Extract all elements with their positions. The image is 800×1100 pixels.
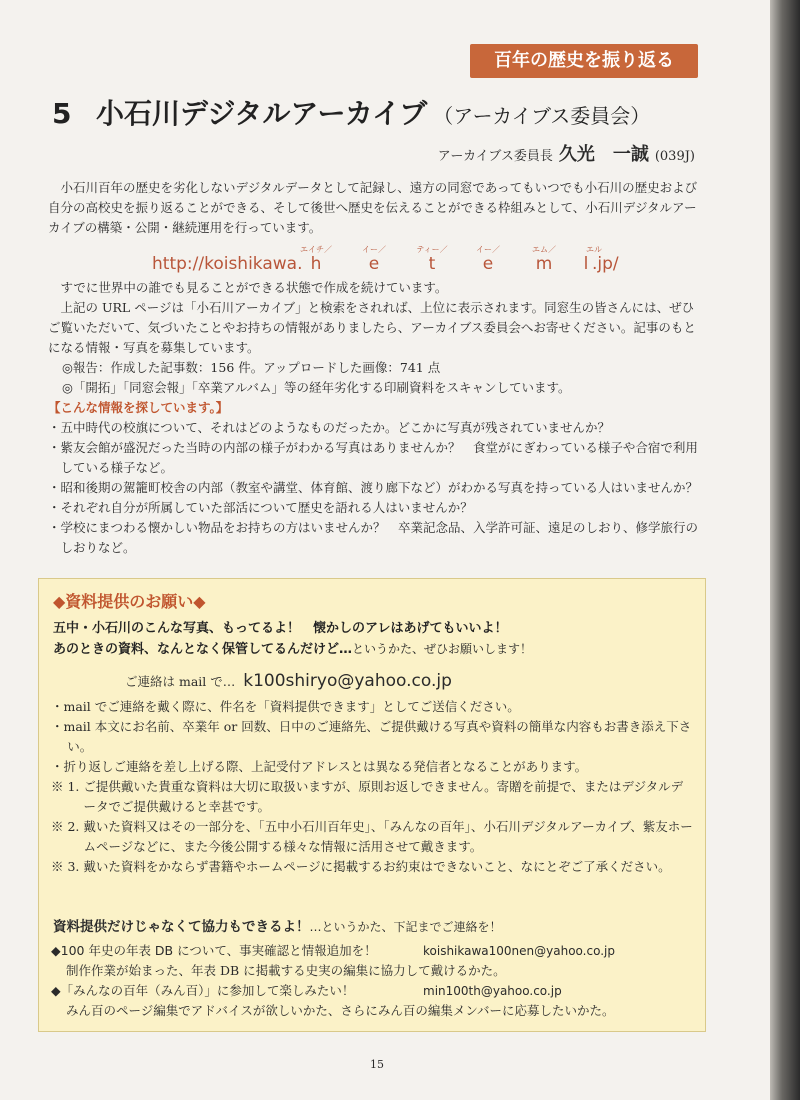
request-box	[38, 578, 706, 1032]
coop-item	[51, 981, 697, 1001]
lead-line-bold: あのときの資料、なんとなく保管してるんだけど…	[53, 642, 353, 657]
url-ruby: エム／	[532, 245, 556, 254]
report-line: ◎報告：作成した記事数：156 件。アップロードした画像：741 点	[62, 360, 441, 375]
coop-detail: 制作作業が始まった、年表 DB に掲載する史実の編集に協力して戴けるかた。	[66, 963, 506, 978]
url-char: e	[368, 254, 380, 274]
article-number: 5	[52, 97, 72, 130]
lead-line-light: というかた、ぜひお願いします！	[352, 642, 533, 656]
request-heading: ◆資料提供のお願い◆	[53, 592, 206, 611]
binding-edge	[770, 0, 800, 1100]
url-ruby: エル	[586, 245, 602, 254]
archive-url[interactable]	[48, 242, 706, 276]
article-title	[52, 92, 650, 132]
author-name: 久光 一誠	[558, 144, 649, 165]
numbered-note: ※ 2. 戴いた資料又はその一部分を、「五中小石川百年史」、「みんなの百年」、小石川デジタルアーカイブ、紫友ホームページなどに、また今後公開する様々な情報に活用させて戴きます。	[51, 819, 693, 854]
intro-paragraph: 小石川百年の歴史を劣化しないデジタルデータとして記録し、遠方の同窓であってもいつでも小石川の歴史および自分の高校史を振り返ることができる、そして後世へ歴史を伝えることができる枠組みとして、小石川デジタルアーカイブの構築・公開・継続運用を行っています。	[48, 180, 698, 235]
wanted-item: ・五中時代の校旗について、それはどのようなものだったか。どこかに写真が残されていませんか？	[48, 420, 611, 435]
coop-label: ◆「みんなの百年（みん百）」に参加して楽しみたい！	[51, 983, 355, 998]
page-number: 15	[370, 1058, 384, 1071]
url-char: m	[535, 254, 553, 274]
article-body	[48, 178, 706, 558]
wanted-item: ・紫友会館が盛況だった当時の内部の様子がわかる写真はありませんか？ 食堂がにぎわっている様子や合宿で利用している様子など。	[48, 440, 698, 475]
url-char: t	[428, 254, 436, 274]
coop-email-link[interactable]: min100th@yahoo.co.jp	[423, 984, 562, 998]
coop-item	[51, 941, 697, 961]
coop-email-link[interactable]: koishikawa100nen@yahoo.co.jp	[423, 944, 615, 958]
url-base: http://koishikawa.	[152, 254, 303, 274]
url-ruby: イー／	[476, 245, 500, 254]
author-line	[438, 140, 695, 166]
report-line: ◎「開拓」「同窓会報」「卒業アルバム」等の経年劣化する印刷資料をスキャンしています。	[62, 380, 571, 395]
url-char: e	[482, 254, 494, 274]
wanted-heading: 【こんな情報を探しています。】	[48, 400, 229, 415]
note-item: ・折り返しご連絡を差し上げる際、上記受付アドレスとは異なる発信者となることがあります。	[51, 759, 588, 774]
lead-line: 五中・小石川のこんな写真、もってるよ！ 懐かしのアレはあげてもいいよ！	[53, 621, 508, 636]
lead-line	[53, 639, 693, 660]
coop-label: ◆100 年史の年表 DB について、事実確認と情報追加を！	[51, 943, 377, 958]
numbered-note: ※ 3. 戴いた資料をかならず書籍やホームページに掲載するお約束はできないこと、なにとぞご了承ください。	[51, 859, 671, 874]
url-ruby: ティー／	[416, 245, 448, 254]
numbered-note: ※ 1. ご提供戴いた貴重な資料は大切に取扱いますが、原則お返しできません。寄贈を前提で、またはデジタルデータでご提供戴けると幸甚です。	[51, 779, 684, 814]
coop-heading	[53, 915, 502, 935]
request-lead	[53, 619, 693, 660]
article-title-main: 小石川デジタルアーカイブ	[96, 97, 428, 130]
coop-list	[51, 941, 697, 1021]
request-notes	[51, 697, 695, 877]
paragraph: 上記の URL ページは「小石川アーカイブ」と検索をされれば、上位に表示されます。同窓生の皆さんには、ぜひご覧いただいて、気づいたことやお持ちの情報がありましたら、アーカイブス委員会へお寄せください。記事のもとになる情報・写真を募集しています。	[48, 300, 696, 355]
contact-label: ご連絡は mail で…	[125, 674, 236, 689]
url-tail: .jp/	[592, 254, 619, 274]
url-char: l	[583, 254, 589, 274]
contact-line	[125, 671, 452, 691]
author-role: アーカイブス委員長	[437, 149, 553, 164]
article-title-sub: （アーカイブス委員会）	[433, 104, 651, 128]
wanted-item: ・それぞれ自分が所属していた部活について歴史を語れる人はいませんか？	[48, 500, 473, 515]
section-tab: 百年の歴史を振り返る	[470, 44, 698, 78]
note-item: ・mail 本文にお名前、卒業年 or 回数、日中のご連絡先、ご提供戴ける写真や資料の簡単な内容もお書き添え下さい。	[51, 719, 692, 754]
wanted-item: ・昭和後期の駕籠町校舎の内部（教室や講堂、体育館、渡り廊下など）がわかる写真を持っている人はいませんか？	[48, 480, 699, 495]
paragraph: すでに世界中の誰でも見ることができる状態で作成を続けています。	[60, 280, 448, 295]
url-ruby: イー／	[362, 245, 386, 254]
url-char: h	[310, 254, 322, 274]
url-ruby: エイチ／	[300, 245, 332, 254]
wanted-item: ・学校にまつわる懐かしい物品をお持ちの方はいませんか？ 卒業記念品、入学許可証、遠足のしおり、修学旅行のしおりなど。	[48, 520, 699, 555]
contact-email-link[interactable]: k100shiryo@yahoo.co.jp	[243, 671, 452, 691]
author-code: (039J)	[654, 149, 695, 164]
note-item: ・mail でご連絡を戴く際に、件名を「資料提供できます」としてご送信ください。	[51, 699, 520, 714]
coop-heading-bold: 資料提供だけじゃなくて協力もできるよ！	[53, 919, 310, 935]
coop-heading-light: …というかた、下記までご連絡を！	[309, 920, 502, 934]
coop-detail: みん百のページ編集でアドバイスが欲しいかた、さらにみん百の編集メンバーに応募したいかた。	[66, 1003, 615, 1018]
